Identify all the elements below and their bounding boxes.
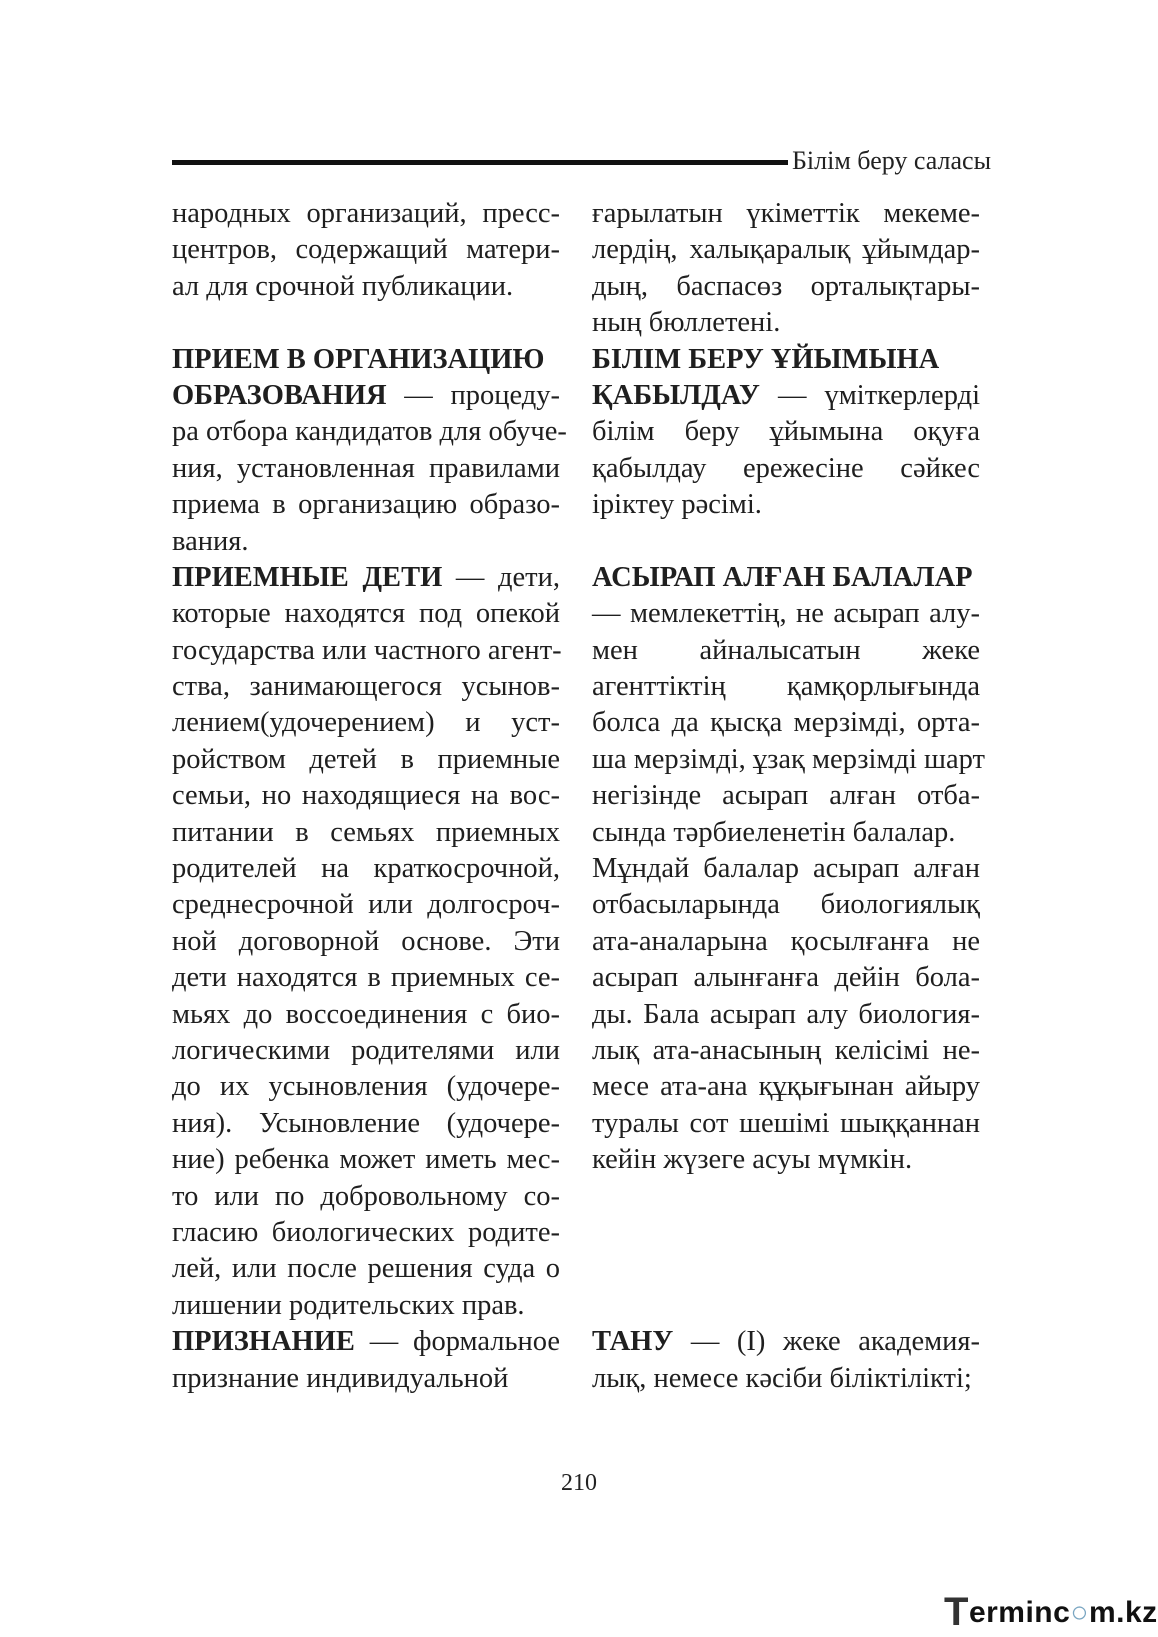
text-line — [172, 815, 560, 851]
text-line — [172, 232, 560, 268]
text-line — [172, 524, 560, 560]
text-line — [172, 669, 560, 705]
text-line — [592, 342, 980, 378]
text-line — [172, 1288, 560, 1324]
line-text: — үміткерлерді — [759, 379, 980, 411]
text-line — [172, 705, 560, 741]
line-text: іріктеу рәсімі. — [592, 489, 762, 521]
line-text: ның бюллетені. — [592, 307, 781, 339]
text-line — [172, 778, 560, 814]
line-text: отбасыларында биологиялық — [592, 889, 980, 921]
text-line — [592, 851, 980, 887]
line-text: государства или частного агент- — [172, 634, 562, 666]
text-line — [592, 487, 980, 523]
text-line — [592, 1361, 980, 1397]
text-line — [172, 1106, 560, 1142]
text-line — [592, 705, 980, 741]
line-text: ғарылатын үкіметтік мекеме- — [592, 198, 980, 229]
text-line — [592, 1033, 980, 1069]
line-text: дети находятся в приемных се- — [172, 962, 560, 994]
term-heading: БІЛІМ БЕРУ ҰЙЫМЫНА — [592, 343, 940, 375]
text-line — [592, 997, 980, 1033]
header-rule — [172, 160, 788, 165]
text-line — [592, 887, 980, 923]
line-text: мен айналысатын жеке — [592, 634, 980, 666]
text-line — [172, 1033, 560, 1069]
line-text: вания. — [172, 525, 249, 557]
line-text: негізінде асырап алған отба- — [592, 780, 980, 812]
line-text: болса да қысқа мерзімді, орта- — [592, 707, 980, 739]
text-line — [172, 196, 560, 232]
term-heading: ҚАБЫЛДАУ — [592, 379, 760, 411]
line-text: лей, или после решения суда о — [172, 1253, 560, 1285]
watermark-text-2: m.kz — [1088, 1596, 1158, 1629]
page-number: 210 — [561, 1470, 597, 1496]
text-line — [172, 596, 560, 632]
line-text: ной договорной основе. Эти — [172, 925, 560, 957]
text-line — [172, 1324, 560, 1360]
text-line — [172, 560, 560, 596]
text-line — [592, 778, 980, 814]
term-heading: ПРИЕМ В ОРГАНИЗАЦИЮ — [172, 343, 545, 375]
text-line — [172, 1142, 560, 1178]
text-line — [592, 451, 980, 487]
text-line — [592, 560, 980, 596]
text-line — [592, 960, 980, 996]
text-line — [592, 1288, 980, 1324]
line-text: — формальное — [354, 1326, 560, 1358]
term-heading: ПРИЕМНЫЕ ДЕТИ — [172, 561, 443, 593]
text-line — [172, 960, 560, 996]
line-text: ние) ребенка может иметь мес- — [172, 1144, 560, 1176]
line-text: ройством детей в приемные — [172, 743, 560, 775]
line-text: — (I) жеке академия- — [673, 1326, 980, 1358]
line-text: қабылдау ережесіне сәйкес — [592, 452, 980, 484]
text-line — [172, 924, 560, 960]
text-line — [592, 924, 980, 960]
line-text: месе ата-ана құқығынан айыру — [592, 1071, 980, 1103]
line-text: — мемлекеттің, не асырап алу- — [592, 598, 980, 630]
line-text: асырап алынғанға дейін бола- — [592, 962, 980, 994]
line-text: ства, занимающегося усынов- — [172, 671, 560, 703]
text-line — [592, 232, 980, 268]
text-line — [172, 1251, 560, 1287]
line-text: центров, содержащий матери- — [172, 234, 560, 266]
line-text: — дети, — [442, 561, 560, 593]
line-text: — процеду- — [386, 379, 560, 411]
line-text: туралы сот шешімі шыққаннан — [592, 1107, 980, 1139]
text-line — [592, 196, 980, 232]
line-text: питании в семьях приемных — [172, 816, 560, 848]
text-line — [172, 633, 560, 669]
line-text: лишении родительских прав. — [172, 1289, 525, 1321]
line-text: ата-аналарына қосылғанға не — [592, 925, 980, 957]
line-text: Мұндай балалар асырап алған — [592, 853, 980, 885]
watermark-letter-t: T — [944, 1590, 969, 1634]
text-line — [172, 305, 560, 341]
line-text: признание индивидуальной — [172, 1362, 509, 1394]
watermark-search-icon: ○ — [1070, 1596, 1089, 1629]
text-line — [172, 887, 560, 923]
line-text: дың, баспасөз орталықтары- — [592, 270, 980, 302]
text-line — [172, 1215, 560, 1251]
line-text: агенттіктің қамқорлығында — [592, 671, 980, 703]
text-line — [172, 342, 560, 378]
line-text: лық ата-анасының келісімі не- — [592, 1034, 980, 1066]
line-text: ал для срочной публикации. — [172, 270, 514, 302]
line-text: до их усыновления (удочере- — [172, 1071, 560, 1103]
line-text: то или по добровольному со- — [172, 1180, 560, 1212]
text-line — [592, 524, 980, 560]
text-line — [592, 815, 980, 851]
text-line — [172, 487, 560, 523]
line-text: логическими родителями или — [172, 1034, 560, 1066]
text-line — [592, 1179, 980, 1215]
text-line — [592, 669, 980, 705]
line-text: кейін жүзеге асуы мүмкін. — [592, 1144, 913, 1176]
section-title: Білім беру саласы — [792, 146, 992, 175]
line-text: приема в организацию образо- — [172, 489, 560, 521]
line-text: мьях до воссоединения с био- — [172, 998, 560, 1030]
text-line — [172, 1361, 560, 1397]
text-line — [172, 1069, 560, 1105]
text-line — [592, 1142, 980, 1178]
text-line — [592, 1106, 980, 1142]
line-text: лением(удочерением) и уст- — [172, 707, 560, 739]
text-line — [172, 851, 560, 887]
line-text: ния, установленная правилами — [172, 452, 560, 484]
term-heading: АСЫРАП АЛҒАН БАЛАЛАР — [592, 561, 973, 593]
term-heading: ОБРАЗОВАНИЯ — [172, 379, 387, 411]
line-text: родителей на краткосрочной, — [172, 853, 560, 885]
text-line — [592, 305, 980, 341]
line-text: среднесрочной или долгосроч- — [172, 889, 560, 921]
term-heading: ПРИЗНАНИЕ — [172, 1326, 355, 1358]
left-column — [172, 196, 567, 1397]
line-text: гласию биологических родите- — [172, 1216, 560, 1248]
text-line — [592, 1324, 980, 1360]
text-line — [172, 378, 560, 414]
watermark-text-1: erminc — [968, 1596, 1071, 1629]
right-column — [592, 196, 985, 1397]
line-text: ра отбора кандидатов для обуче- — [172, 416, 567, 448]
line-text: ша мерзімді, ұзақ мерзімді шарт — [592, 743, 985, 775]
text-line — [592, 269, 980, 305]
watermark-logo — [944, 1590, 1158, 1635]
line-text: которые находятся под опекой — [172, 598, 560, 630]
line-text: народных организаций, пресс- — [172, 198, 560, 229]
text-line — [172, 1179, 560, 1215]
text-line — [592, 378, 980, 414]
line-text: ния). Усыновление (удочере- — [172, 1107, 560, 1139]
text-line — [592, 596, 980, 632]
text-line — [172, 997, 560, 1033]
line-text: семьи, но находящиеся на вос- — [172, 780, 560, 812]
text-line — [172, 742, 560, 778]
text-line — [172, 414, 567, 450]
line-text: лердің, халықаралық ұйымдар- — [592, 234, 980, 266]
text-line — [592, 414, 980, 450]
line-text: ды. Бала асырап алу биология- — [592, 998, 980, 1030]
line-text: сында тәрбиеленетін балалар. — [592, 816, 956, 848]
text-line — [592, 1251, 980, 1287]
text-line — [592, 1215, 980, 1251]
term-heading: ТАНУ — [592, 1326, 674, 1358]
text-line — [172, 451, 560, 487]
line-text: лық, немесе кәсіби біліктілікті; — [592, 1362, 972, 1394]
text-line — [592, 633, 980, 669]
line-text: білім беру ұйымына оқуға — [592, 416, 980, 448]
text-line — [172, 269, 560, 305]
text-line — [592, 742, 985, 778]
text-line — [592, 1069, 980, 1105]
